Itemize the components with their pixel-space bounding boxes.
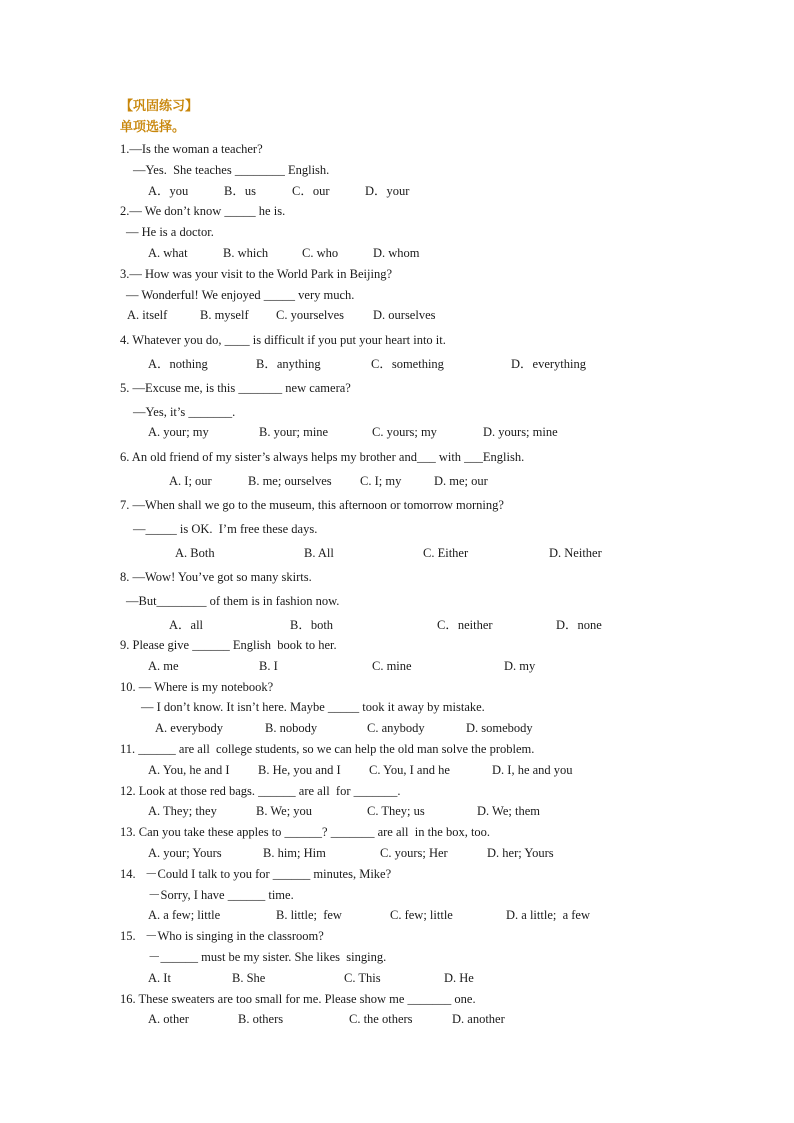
question-7-stem: 7. —When shall we go to the museum, this afternoon or tomorrow morning? bbox=[120, 498, 504, 512]
question-8-stem: 8. —Wow! You’ve got so many skirts. bbox=[120, 570, 312, 584]
q9-option-b[interactable]: B. I bbox=[259, 659, 278, 673]
q9-option-c[interactable]: C. mine bbox=[372, 659, 412, 673]
q16-option-c[interactable]: C. the others bbox=[349, 1012, 413, 1026]
q6-option-b[interactable]: B. me; ourselves bbox=[248, 474, 332, 488]
q4-option-c[interactable]: C．something bbox=[371, 357, 444, 371]
question-1-line-2: —Yes. She teaches ________ English. bbox=[133, 163, 330, 177]
question-3-stem: 3.— How was your visit to the World Park in Beijing? bbox=[120, 267, 393, 281]
q16-option-b[interactable]: B. others bbox=[238, 1012, 284, 1026]
section-subtitle: 单项选择。 bbox=[120, 120, 186, 135]
q15-option-b[interactable]: B. She bbox=[232, 971, 266, 985]
question-14-stem: 14. －Could I talk to you for ______ minutes, Mike? bbox=[120, 867, 392, 881]
q10-option-b[interactable]: B. nobody bbox=[265, 721, 318, 735]
q3-option-d[interactable]: D. ourselves bbox=[373, 308, 436, 322]
q2-option-a[interactable]: A. what bbox=[148, 246, 188, 260]
q13-option-b[interactable]: B. him; Him bbox=[263, 846, 326, 860]
question-3-line-2: — Wonderful! We enjoyed _____ very much. bbox=[126, 288, 355, 302]
q4-option-b[interactable]: B．anything bbox=[256, 357, 321, 371]
q5-option-a[interactable]: A. your; my bbox=[148, 425, 209, 439]
q7-option-a[interactable]: A. Both bbox=[175, 546, 215, 560]
q12-option-a[interactable]: A. They; they bbox=[148, 804, 217, 818]
q14-option-d[interactable]: D. a little; a few bbox=[506, 908, 590, 922]
q1-option-b[interactable]: B．us bbox=[224, 184, 256, 198]
q6-option-c[interactable]: C. I; my bbox=[360, 474, 402, 488]
q10-option-d[interactable]: D. somebody bbox=[466, 721, 533, 735]
q10-option-a[interactable]: A. everybody bbox=[155, 721, 224, 735]
question-16-stem: 16. These sweaters are too small for me. Please show me _______ one. bbox=[120, 992, 476, 1006]
q5-option-c[interactable]: C. yours; my bbox=[372, 425, 437, 439]
q4-option-d[interactable]: D．everything bbox=[511, 357, 586, 371]
q5-option-d[interactable]: D. yours; mine bbox=[483, 425, 558, 439]
q16-option-d[interactable]: D. another bbox=[452, 1012, 505, 1026]
question-9-stem: 9. Please give ______ English book to her. bbox=[120, 638, 337, 652]
question-10-line-2: — I don’t know. It isn’t here. Maybe _____ took it away by mistake. bbox=[141, 700, 485, 714]
q8-option-b[interactable]: B．both bbox=[290, 618, 334, 632]
q15-option-a[interactable]: A. It bbox=[148, 971, 171, 985]
q13-option-a[interactable]: A. your; Yours bbox=[148, 846, 222, 860]
question-6-stem: 6. An old friend of my sister’s always helps my brother and___ with ___English. bbox=[120, 450, 525, 464]
q11-option-a[interactable]: A. You, he and I bbox=[148, 763, 230, 777]
q8-option-a[interactable]: A．all bbox=[169, 618, 204, 632]
question-15-stem: 15. －Who is singing in the classroom? bbox=[120, 929, 324, 943]
q8-option-c[interactable]: C．neither bbox=[437, 618, 493, 632]
question-13-stem: 13. Can you take these apples to ______? _______ are all in the box, too. bbox=[120, 825, 491, 839]
q1-option-d[interactable]: D．your bbox=[365, 184, 410, 198]
q2-option-d[interactable]: D. whom bbox=[373, 246, 420, 260]
question-10-stem: 10. — Where is my notebook? bbox=[120, 680, 274, 694]
q6-option-d[interactable]: D. me; our bbox=[434, 474, 488, 488]
q9-option-d[interactable]: D. my bbox=[504, 659, 536, 673]
question-5-stem: 5. —Excuse me, is this _______ new camera? bbox=[120, 381, 351, 395]
q2-option-b[interactable]: B. which bbox=[223, 246, 269, 260]
q5-option-b[interactable]: B. your; mine bbox=[259, 425, 329, 439]
q11-option-b[interactable]: B. He, you and I bbox=[258, 763, 341, 777]
question-2-stem: 2.— We don’t know _____ he is. bbox=[120, 204, 286, 218]
question-1-stem: 1.—Is the woman a teacher? bbox=[120, 142, 263, 156]
question-14-line-2: －Sorry, I have ______ time. bbox=[148, 888, 294, 902]
question-5-line-2: —Yes, it’s _______. bbox=[133, 405, 236, 419]
q7-option-b[interactable]: B. All bbox=[304, 546, 334, 560]
question-15-line-2: －______ must be my sister. She likes singing. bbox=[148, 950, 387, 964]
q15-option-c[interactable]: C. This bbox=[344, 971, 381, 985]
q13-option-c[interactable]: C. yours; Her bbox=[380, 846, 448, 860]
q2-option-c[interactable]: C. who bbox=[302, 246, 339, 260]
q12-option-b[interactable]: B. We; you bbox=[256, 804, 313, 818]
q6-option-a[interactable]: A. I; our bbox=[169, 474, 212, 488]
q3-option-b[interactable]: B. myself bbox=[200, 308, 249, 322]
question-8-line-2: —But________ of them is in fashion now. bbox=[126, 594, 340, 608]
q12-option-c[interactable]: C. They; us bbox=[367, 804, 425, 818]
q3-option-c[interactable]: C. yourselves bbox=[276, 308, 345, 322]
q14-option-b[interactable]: B. little; few bbox=[276, 908, 342, 922]
question-2-line-2: — He is a doctor. bbox=[126, 225, 214, 239]
question-7-line-2: —_____ is OK. I’m free these days. bbox=[133, 522, 318, 536]
q7-option-d[interactable]: D. Neither bbox=[549, 546, 602, 560]
q11-option-d[interactable]: D. I, he and you bbox=[492, 763, 573, 777]
section-title: 【巩固练习】 bbox=[120, 99, 199, 114]
q16-option-a[interactable]: A. other bbox=[148, 1012, 189, 1026]
q4-option-a[interactable]: A．nothing bbox=[148, 357, 208, 371]
q8-option-d[interactable]: D．none bbox=[556, 618, 602, 632]
q14-option-c[interactable]: C. few; little bbox=[390, 908, 453, 922]
q14-option-a[interactable]: A. a few; little bbox=[148, 908, 221, 922]
q11-option-c[interactable]: C. You, I and he bbox=[369, 763, 450, 777]
q12-option-d[interactable]: D. We; them bbox=[477, 804, 540, 818]
question-12-stem: 12. Look at those red bags. ______ are all for _______. bbox=[120, 784, 401, 798]
q3-option-a[interactable]: A. itself bbox=[127, 308, 168, 322]
q13-option-d[interactable]: D. her; Yours bbox=[487, 846, 554, 860]
question-4-stem: 4. Whatever you do, ____ is difficult if you put your heart into it. bbox=[120, 333, 446, 347]
q15-option-d[interactable]: D. He bbox=[444, 971, 474, 985]
q1-option-a[interactable]: A．you bbox=[148, 184, 189, 198]
q1-option-c[interactable]: C．our bbox=[292, 184, 330, 198]
q10-option-c[interactable]: C. anybody bbox=[367, 721, 425, 735]
q9-option-a[interactable]: A. me bbox=[148, 659, 179, 673]
question-11-stem: 11. ______ are all college students, so we can help the old man solve the problem. bbox=[120, 742, 535, 756]
q7-option-c[interactable]: C. Either bbox=[423, 546, 469, 560]
